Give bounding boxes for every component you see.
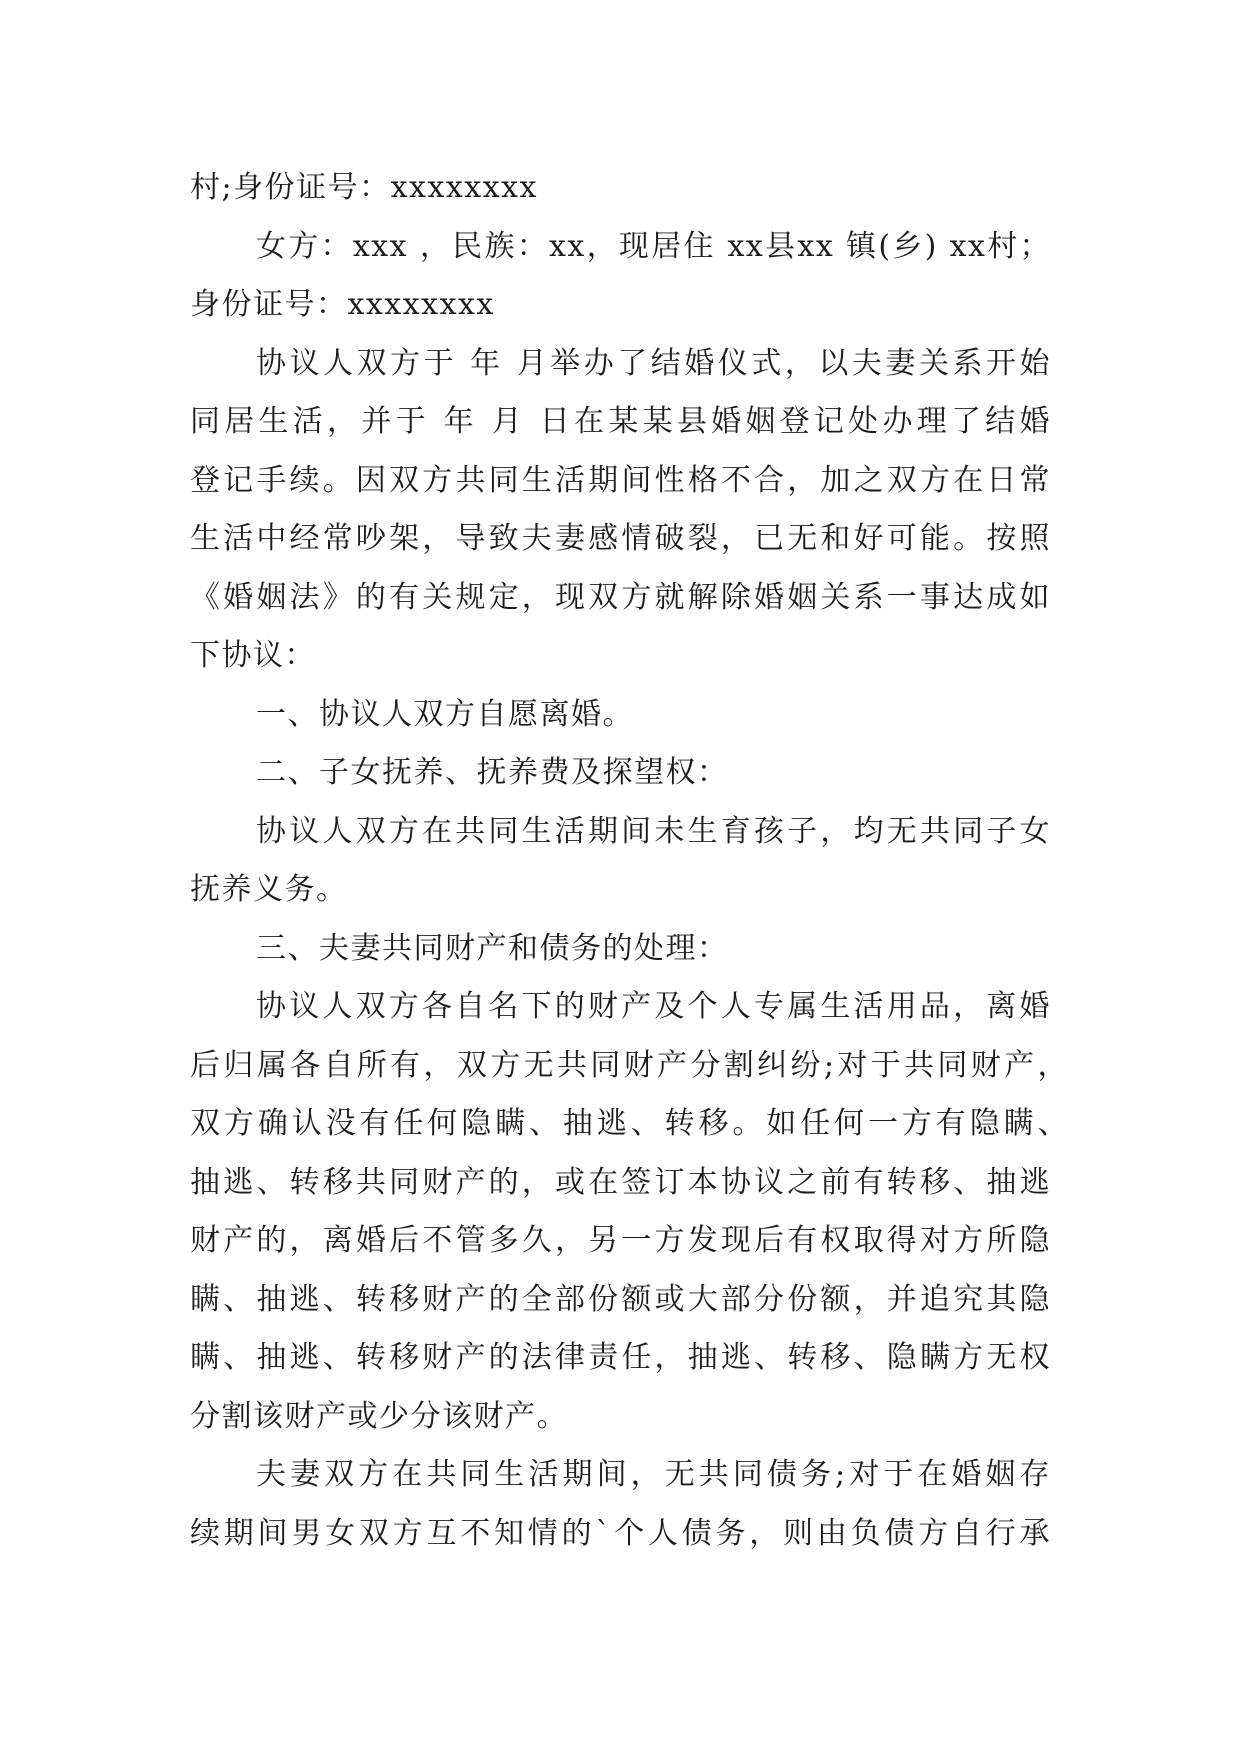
text-line: 后归属各自所有，双方无共同财产分割纠纷;对于共同财产， <box>190 1047 1069 1083</box>
text-line: 二、子女抚养、抚养费及探望权： <box>256 755 729 790</box>
text-line: 协议人双方在共同生活期间未生育孩子，均无共同子女 <box>256 813 1051 849</box>
paragraph-female-party <box>190 218 1051 335</box>
text-line: 抽逃、转移共同财产的，或在签订本协议之前有转移、抽逃 <box>190 1164 1051 1200</box>
clause-1-heading <box>190 686 1051 745</box>
clause-3-heading <box>190 920 1051 979</box>
text-line: 财产的，离婚后不管多久，另一方发现后有权取得对方所隐 <box>190 1223 1051 1258</box>
text-line: 下协议： <box>190 638 316 673</box>
text-line: 一、协议人双方自愿离婚。 <box>256 696 634 732</box>
paragraph-background <box>190 335 1051 686</box>
text-line: 双方确认没有任何隐瞒、抽逃、转移。如任何一方有隐瞒、 <box>190 1106 1069 1141</box>
text-line: 村;身份证号：xxxxxxxx <box>190 170 538 205</box>
text-line: 瞒、抽逃、转移财产的法律责任，抽逃、转移、隐瞒方无权 <box>190 1340 1051 1375</box>
text-line: 生活中经常吵架，导致夫妻感情破裂，已无和好可能。按照 <box>190 521 1051 556</box>
paragraph-male-id <box>190 159 1051 218</box>
text-line: 登记手续。因双方共同生活期间性格不合，加之双方在日常 <box>190 462 1051 498</box>
clause-3-property <box>190 978 1069 1446</box>
clause-2-body <box>190 803 1051 920</box>
text-line: 续期间男女双方互不知情的`个人债务，则由负债方自行承 <box>190 1515 1051 1551</box>
clause-3-debts <box>190 1446 1051 1563</box>
text-line: 抚养义务。 <box>190 872 348 907</box>
text-line: 协议人双方各自名下的财产及个人专属生活用品，离婚 <box>256 989 1051 1024</box>
document-body <box>190 159 1069 1563</box>
text-line: 身份证号：xxxxxxxx <box>190 287 495 322</box>
text-line: 分割该财产或少分该财产。 <box>190 1398 568 1434</box>
text-line: 《婚姻法》的有关规定，现双方就解除婚姻关系一事达成如 <box>190 579 1051 615</box>
text-line: 女方：xxx ，民族：xx，现居住 xx县xx 镇(乡) xx村； <box>256 228 1051 264</box>
text-line: 三、夫妻共同财产和债务的处理： <box>256 930 729 966</box>
text-line: 协议人双方于 年 月举办了结婚仪式，以夫妻关系开始 <box>256 345 1051 381</box>
text-line: 瞒、抽逃、转移财产的全部份额或大部分份额，并追究其隐 <box>190 1281 1051 1317</box>
text-line: 同居生活，并于 年 月 日在某某县婚姻登记处办理了结婚 <box>190 404 1051 439</box>
text-line: 夫妻双方在共同生活期间，无共同债务;对于在婚姻存 <box>256 1457 1051 1492</box>
clause-2-heading <box>190 744 1051 803</box>
